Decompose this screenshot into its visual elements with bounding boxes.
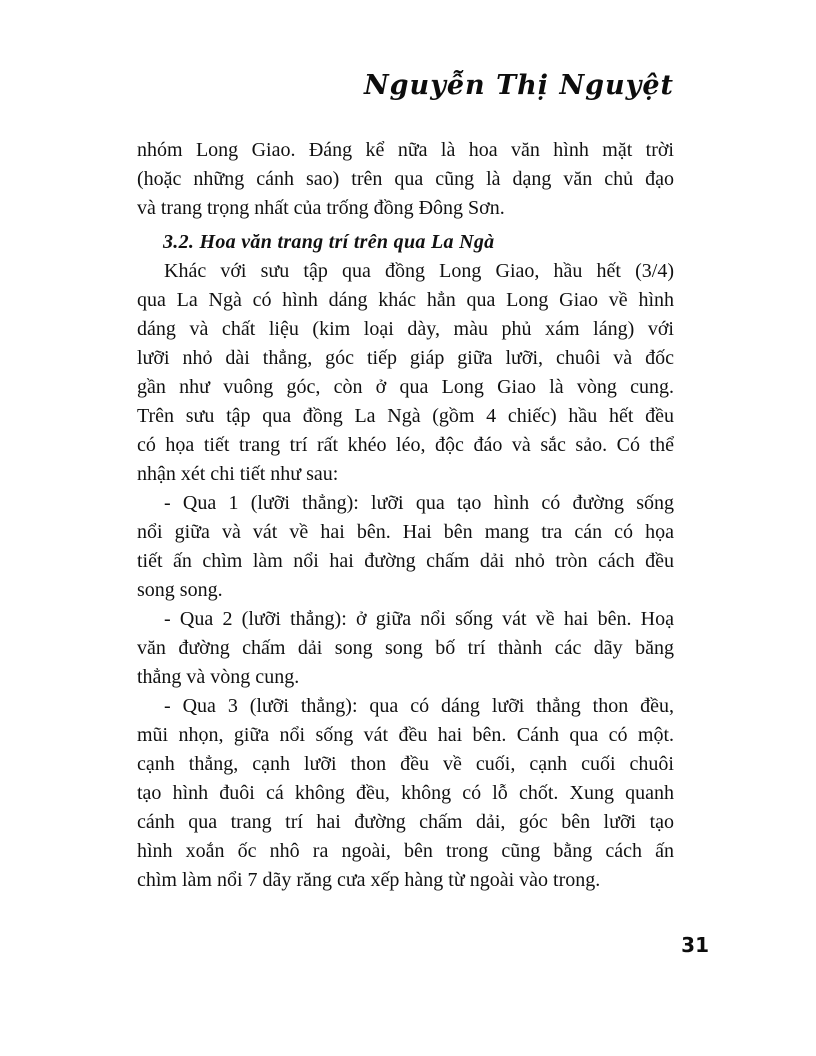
text-line: chìm làm nổi 7 dãy răng cưa xếp hàng từ ngoài vào trong.	[137, 869, 601, 891]
text-block	[137, 136, 674, 895]
paragraph	[137, 136, 674, 223]
text-line: văn đường chấm dải song song bố trí thành các dãy băng	[137, 637, 674, 659]
text-line: có họa tiết trang trí rất khéo léo, độc đáo và sắc sảo. Có thể	[137, 434, 674, 456]
text-line: gần như vuông góc, còn ở qua Long Giao là vòng cung.	[137, 376, 674, 398]
text-line: cạnh thẳng, cạnh lưỡi thon đều về cuối, cạnh cuối chuôi	[137, 753, 674, 775]
paragraph	[137, 605, 674, 692]
section-heading	[137, 228, 674, 257]
text-line: song song.	[137, 579, 223, 601]
text-line: nổi giữa và vát về hai bên. Hai bên mang tra cán có họa	[137, 521, 674, 543]
text-line: mũi nhọn, giữa nổi sống vát đều hai bên. Cánh qua có một.	[137, 724, 674, 746]
text-line: tạo hình đuôi cá không đều, không có lỗ chốt. Xung quanh	[137, 782, 674, 804]
text-line: thẳng và vòng cung.	[137, 666, 300, 688]
text-line: - Qua 1 (lưỡi thẳng): lưỡi qua tạo hình có đường sống	[164, 492, 674, 514]
paragraph	[137, 489, 674, 605]
text-line: cánh qua trang trí hai đường chấm dải, góc bên lưỡi tạo	[137, 811, 674, 833]
text-line: - Qua 2 (lưỡi thẳng): ở giữa nổi sống vát về hai bên. Hoạ	[164, 608, 674, 630]
text-line: dáng và chất liệu (kim loại dày, màu phủ xám láng) với	[137, 318, 674, 340]
text-line: 3.2. Hoa văn trang trí trên qua La Ngà	[163, 231, 495, 253]
text-line: - Qua 3 (lưỡi thẳng): qua có dáng lưỡi thẳng thon đều,	[164, 695, 674, 717]
running-header-author: Nguyễn Thị Nguyệt	[364, 70, 674, 101]
text-line: nhóm Long Giao. Đáng kể nữa là hoa văn hình mặt trời	[137, 139, 674, 161]
text-line: Khác với sưu tập qua đồng Long Giao, hầu hết (3/4)	[164, 260, 674, 282]
text-line: lưỡi nhỏ dài thẳng, góc tiếp giáp giữa lưỡi, chuôi và đốc	[137, 347, 674, 369]
paragraph	[137, 257, 674, 489]
text-line: hình xoắn ốc nhô ra ngoài, bên trong cũng bằng cách ấn	[137, 840, 674, 862]
page-number: 31	[681, 933, 709, 957]
text-line: và trang trọng nhất của trống đồng Đông Sơn.	[137, 197, 505, 219]
text-line: Trên sưu tập qua đồng La Ngà (gồm 4 chiếc) hầu hết đều	[137, 405, 674, 427]
text-line: tiết ấn chìm làm nổi hai đường chấm dải nhỏ tròn cách đều	[137, 550, 674, 572]
paragraph	[137, 692, 674, 895]
text-line: nhận xét chi tiết như sau:	[137, 463, 339, 485]
text-line: qua La Ngà có hình dáng khác hẳn qua Long Giao về hình	[137, 289, 674, 311]
text-line: (hoặc những cánh sao) trên qua cũng là dạng văn chủ đạo	[137, 168, 674, 190]
